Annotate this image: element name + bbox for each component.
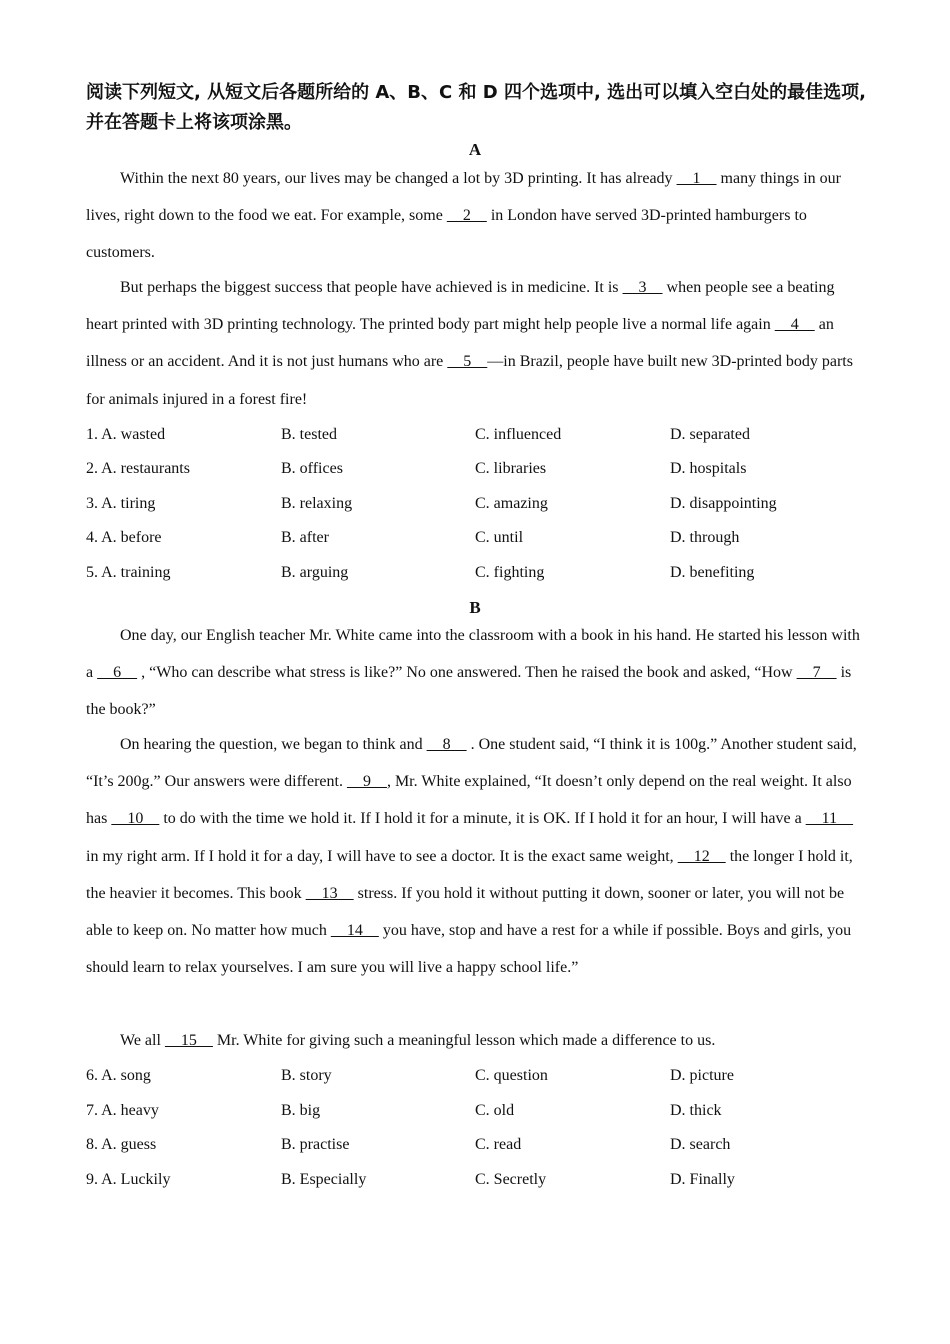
text: On hearing the question, we began to think and <box>120 736 427 753</box>
text: Mr. White for giving such a meaningful lesson which made a difference to us. <box>212 1032 716 1049</box>
option-a: 9. A. Luckily <box>86 1171 171 1188</box>
option-c: C. question <box>475 1067 548 1084</box>
text: . One student said, “I think it is 100g.” Another student said, “It’s 200g.” Our answers were different. <box>86 736 857 791</box>
option-c: C. old <box>475 1102 515 1119</box>
blank-9: 9 <box>346 773 387 791</box>
blank-5: 5 <box>447 353 488 371</box>
text: , “Who can describe what stress is like?” No one answered. Then he raised the book and asked, “How <box>137 664 797 682</box>
text: stress. If you hold it without putting it down, sooner or later, you will not be able to keep on. No matter how much <box>86 884 845 940</box>
passage-b-heading: B <box>469 598 481 617</box>
option-d: D. Finally <box>670 1171 735 1188</box>
passage-b-paragraph-3 <box>86 1022 866 1059</box>
option-a: 7. A. heavy <box>86 1102 159 1119</box>
blank-13: 13 <box>305 884 354 902</box>
option-b: B. tested <box>281 426 337 443</box>
text: you have, stop and have a rest for a while if possible. Boys and girls, you should learn to relax yourselves. I am sure you will live a happy school life.” <box>86 922 852 977</box>
text: One day, our English teacher Mr. White came into the classroom with a book in his hand. He started his lesson with a <box>86 627 860 682</box>
option-b: B. after <box>281 529 329 546</box>
blank-14: 14 <box>330 922 379 940</box>
option-a: 5. A. training <box>86 564 171 581</box>
option-a: 4. A. before <box>86 529 162 546</box>
option-c: C. amazing <box>475 495 548 512</box>
option-d: D. search <box>670 1136 731 1153</box>
option-b: B. arguing <box>281 564 349 581</box>
blank-10: 10 <box>111 810 160 828</box>
blank-1: 1 <box>676 170 717 187</box>
passage-a-paragraph-1 <box>86 160 866 272</box>
option-d: D. thick <box>670 1102 722 1119</box>
option-d: D. through <box>670 529 740 546</box>
blank-4: 4 <box>774 316 815 334</box>
text: Within the next 80 years, our lives may be changed a lot by 3D printing. It has already <box>120 170 677 187</box>
blank-2: 2 <box>446 207 487 225</box>
passage-b-paragraph-1 <box>86 617 866 729</box>
text: an illness or an accident. And it is not just humans who are <box>86 316 834 371</box>
option-d: D. disappointing <box>670 495 777 512</box>
option-c: C. Secretly <box>475 1171 547 1188</box>
text: many things in our lives, right down to the food we eat. For example, some <box>86 170 841 225</box>
text: in London have served 3D-printed hamburgers to customers. <box>86 207 807 262</box>
passage-a-paragraph-2 <box>86 269 866 418</box>
option-a: 1. A. wasted <box>86 426 166 443</box>
blank-3: 3 <box>622 279 663 296</box>
option-d: D. hospitals <box>670 460 747 477</box>
text: But perhaps the biggest success that people have achieved is in medicine. It is <box>120 279 623 296</box>
text: , Mr. White explained, “It doesn’t only depend on the real weight. It also has <box>86 773 852 828</box>
option-b: B. relaxing <box>281 495 353 512</box>
blank-12: 12 <box>677 847 726 865</box>
option-c: C. libraries <box>475 460 547 477</box>
text: to do with the time we hold it. If I hold it for a minute, it is OK. If I hold it for an hour, I will have a <box>159 810 806 828</box>
text: in my right arm. If I hold it for a day, I will have to see a doctor. It is the exact same weight, <box>86 847 678 865</box>
text: is the book?” <box>86 664 852 719</box>
passage-a-heading: A <box>468 140 482 159</box>
option-a: 3. A. tiring <box>86 495 156 512</box>
option-a: 6. A. song <box>86 1067 151 1084</box>
option-b: B. practise <box>281 1136 350 1153</box>
option-b: B. big <box>281 1102 321 1119</box>
option-b: B. story <box>281 1067 332 1084</box>
option-d: D. benefiting <box>670 564 755 581</box>
blank-15: 15 <box>164 1032 213 1049</box>
option-a: 2. A. restaurants <box>86 460 190 477</box>
instructions: 阅读下列短文, 从短文后各题所给的 A、B、C 和 D 四个选项中, 选出可以填入空白处的最佳选项, 并在答题卡上将该项涂黑。 <box>86 82 866 133</box>
option-c: C. fighting <box>475 564 545 581</box>
option-d: D. picture <box>670 1067 734 1084</box>
text: the longer I hold it, the heavier it becomes. This book <box>86 847 853 902</box>
blank-7: 7 <box>796 664 837 682</box>
option-a: 8. A. guess <box>86 1136 157 1153</box>
option-d: D. separated <box>670 426 750 443</box>
text: We all <box>120 1032 165 1049</box>
option-c: C. read <box>475 1136 522 1153</box>
option-b: B. offices <box>281 460 343 477</box>
passage-b-paragraph-2 <box>86 726 866 986</box>
option-b: B. Especially <box>281 1171 367 1188</box>
option-c: C. until <box>475 529 524 546</box>
blank-8: 8 <box>426 736 467 753</box>
blank-6: 6 <box>97 664 138 682</box>
blank-11: 11 <box>805 810 854 828</box>
text: when people see a beating heart printed with 3D printing technology. The printed body part might help people live a normal life again <box>86 279 835 334</box>
option-c: C. influenced <box>475 426 562 443</box>
text: —in Brazil, people have built new 3D-printed body parts for animals injured in a forest fire! <box>86 353 853 408</box>
